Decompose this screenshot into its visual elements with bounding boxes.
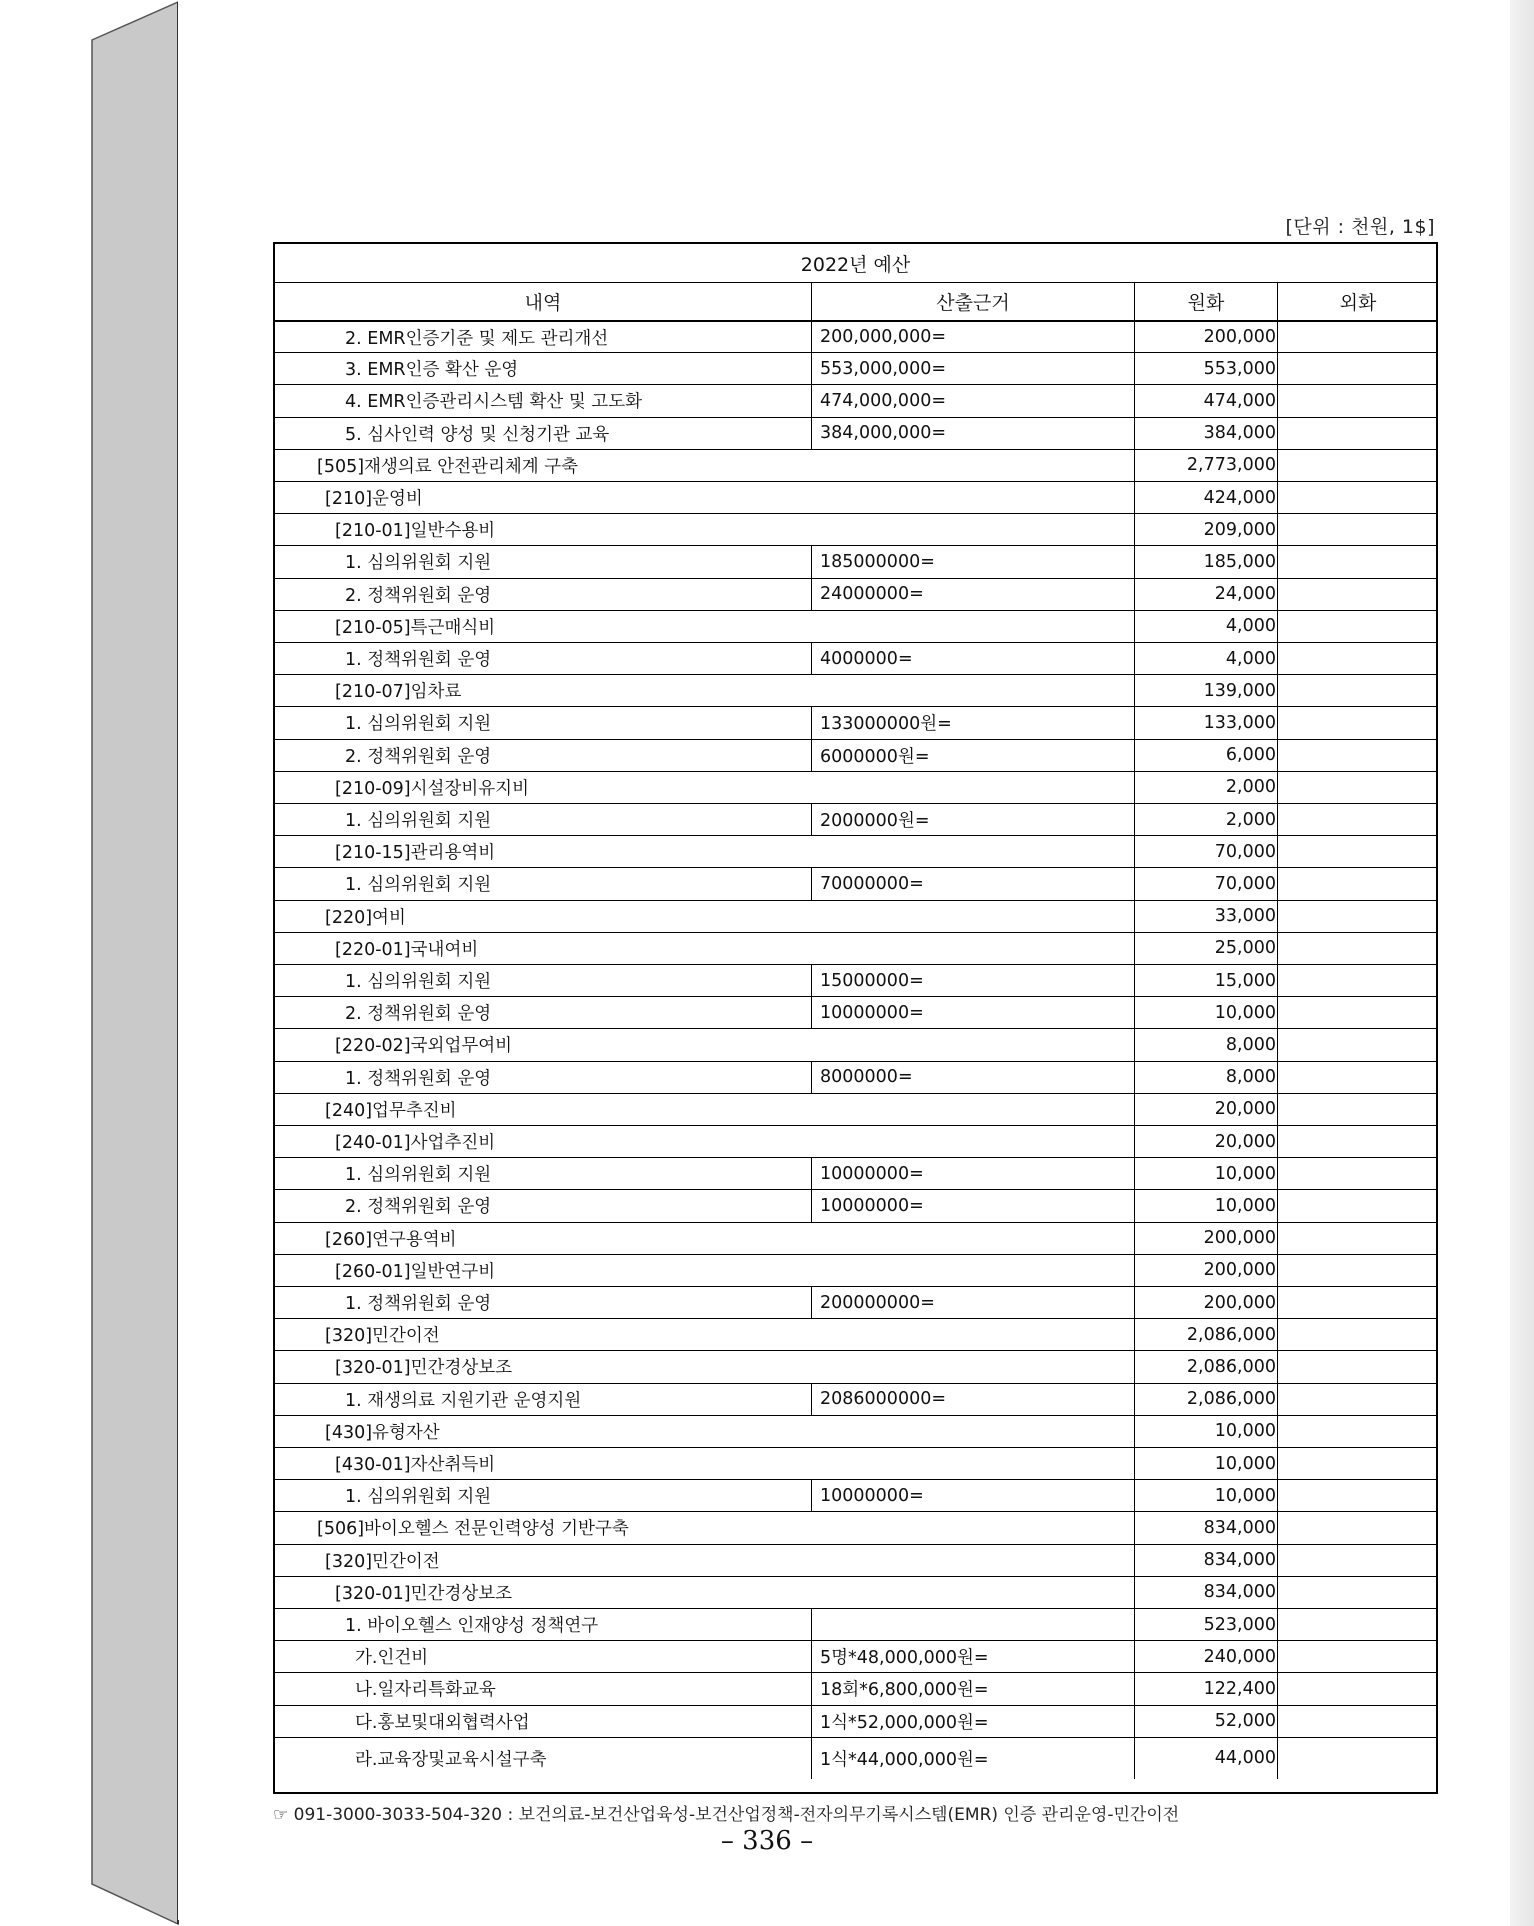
row-foreign-amount (1277, 997, 1438, 1028)
row-calc-basis (811, 1609, 1134, 1640)
row-calc-basis: 18회*6,800,000원= (811, 1673, 1134, 1704)
row-item-name: 1. 바이오헬스 인재양성 정책연구 (345, 1616, 599, 1637)
row-item-name: 1. 심의위원회 지원 (345, 972, 492, 993)
table-row (275, 1737, 1436, 1779)
table-row (275, 1254, 1436, 1286)
table-header-row (275, 282, 1436, 320)
row-calc-basis: 1식*44,000,000원= (811, 1738, 1134, 1779)
table-row (275, 835, 1436, 867)
row-calc-basis: 553,000,000= (811, 353, 1134, 384)
row-item-name: [240-01]사업추진비 (335, 1133, 496, 1154)
row-krw-amount: 474,000 (1134, 385, 1277, 416)
row-calc-basis: 10000000= (811, 1158, 1134, 1189)
table-row (275, 1415, 1436, 1447)
page-edge-shadow (1510, 0, 1534, 1926)
row-foreign-amount (1277, 1126, 1438, 1157)
table-title: 2022년 예산 (800, 253, 911, 276)
row-krw-amount: 8,000 (1134, 1062, 1277, 1093)
row-foreign-amount (1277, 353, 1438, 384)
row-foreign-amount (1277, 1384, 1438, 1415)
row-foreign-amount (1277, 1480, 1438, 1511)
row-calc-basis: 4000000= (811, 643, 1134, 674)
row-krw-amount: 240,000 (1134, 1641, 1277, 1672)
row-item-name: [220-01]국내여비 (335, 939, 479, 960)
table-row (275, 1576, 1436, 1608)
row-krw-amount: 2,000 (1134, 804, 1277, 835)
table-row (275, 1350, 1436, 1382)
table-row (275, 1640, 1436, 1672)
row-foreign-amount (1277, 836, 1438, 867)
row-item-name: [220-02]국외업무여비 (335, 1036, 513, 1057)
row-krw-amount: 384,000 (1134, 418, 1277, 449)
row-item-name: 2. EMR인증기준 및 제도 관리개선 (345, 328, 609, 349)
row-item-name: 4. EMR인증관리시스템 확산 및 고도화 (345, 392, 643, 413)
row-foreign-amount (1277, 1609, 1438, 1640)
row-item-name: [320-01]민간경상보조 (335, 1583, 513, 1604)
row-item-name: 라.교육장및교육시설구축 (355, 1749, 547, 1770)
row-krw-amount: 2,086,000 (1134, 1351, 1277, 1382)
row-calc-basis: 10000000= (811, 1480, 1134, 1511)
row-foreign-amount (1277, 772, 1438, 803)
row-foreign-amount (1277, 707, 1438, 738)
row-item-name: 1. 심의위원회 지원 (345, 1165, 492, 1186)
row-item-name: [210-07]임차료 (335, 682, 462, 703)
row-krw-amount: 2,086,000 (1134, 1319, 1277, 1350)
row-item-name: 1. 정책위원회 운영 (345, 650, 492, 671)
row-foreign-amount (1277, 804, 1438, 835)
row-calc-basis: 2086000000= (811, 1384, 1134, 1415)
row-item-name: 나.일자리특화교육 (355, 1680, 496, 1701)
row-item-name: [506]바이오헬스 전문인력양성 기반구축 (317, 1519, 629, 1540)
row-krw-amount: 185,000 (1134, 546, 1277, 577)
row-krw-amount: 52,000 (1134, 1706, 1277, 1737)
row-krw-amount: 25,000 (1134, 933, 1277, 964)
row-calc-basis: 6000000원= (811, 740, 1134, 771)
table-row (275, 1093, 1436, 1125)
table-row (275, 384, 1436, 416)
row-foreign-amount (1277, 482, 1438, 513)
row-foreign-amount (1277, 965, 1438, 996)
row-krw-amount: 2,773,000 (1134, 450, 1277, 481)
row-krw-amount: 834,000 (1134, 1512, 1277, 1543)
row-krw-amount: 4,000 (1134, 611, 1277, 642)
row-krw-amount: 2,086,000 (1134, 1384, 1277, 1415)
row-calc-basis: 15000000= (811, 965, 1134, 996)
row-item-name: [430]유형자산 (325, 1422, 440, 1443)
table-row (275, 1705, 1436, 1737)
row-foreign-amount (1277, 1577, 1438, 1608)
row-calc-basis: 384,000,000= (811, 418, 1134, 449)
row-calc-basis: 8000000= (811, 1062, 1134, 1093)
row-item-name: 1. 재생의료 지원기관 운영지원 (345, 1390, 582, 1411)
row-krw-amount: 33,000 (1134, 901, 1277, 932)
row-item-name: 1. 정책위원회 운영 (345, 1294, 492, 1315)
row-item-name: [430-01]자산취득비 (335, 1455, 496, 1476)
table-row (275, 481, 1436, 513)
row-foreign-amount (1277, 675, 1438, 706)
table-row (275, 1318, 1436, 1350)
row-foreign-amount (1277, 1029, 1438, 1060)
row-krw-amount: 133,000 (1134, 707, 1277, 738)
row-item-name: [210-15]관리용역비 (335, 843, 496, 864)
table-row (275, 610, 1436, 642)
table-row (275, 1222, 1436, 1254)
table-row (275, 964, 1436, 996)
row-calc-basis: 185000000= (811, 546, 1134, 577)
table-row (275, 1447, 1436, 1479)
row-item-name: [210]운영비 (325, 489, 423, 510)
table-row (275, 1157, 1436, 1189)
row-item-name: 2. 정책위원회 운영 (345, 585, 492, 606)
row-item-name: 3. EMR인증 확산 운영 (345, 360, 519, 381)
row-calc-basis: 70000000= (811, 868, 1134, 899)
row-foreign-amount (1277, 1706, 1438, 1737)
row-krw-amount: 424,000 (1134, 482, 1277, 513)
row-item-name: 2. 정책위원회 운영 (345, 1197, 492, 1218)
row-foreign-amount (1277, 1255, 1438, 1286)
row-item-name: 1. 심의위원회 지원 (345, 553, 492, 574)
row-krw-amount: 8,000 (1134, 1029, 1277, 1060)
row-foreign-amount (1277, 1319, 1438, 1350)
budget-table (273, 242, 1438, 1794)
header-foreign: 외화 (1277, 283, 1438, 320)
row-calc-basis: 10000000= (811, 997, 1134, 1028)
table-row (275, 706, 1436, 738)
row-calc-basis: 24000000= (811, 579, 1134, 610)
table-row (275, 1544, 1436, 1576)
unit-label: [단위 : 천원, 1$] (1285, 216, 1435, 238)
row-foreign-amount (1277, 450, 1438, 481)
row-krw-amount: 523,000 (1134, 1609, 1277, 1640)
row-calc-basis: 2000000원= (811, 804, 1134, 835)
table-row (275, 1125, 1436, 1157)
table-row (275, 578, 1436, 610)
row-calc-basis: 474,000,000= (811, 385, 1134, 416)
row-krw-amount: 20,000 (1134, 1126, 1277, 1157)
table-title-row (275, 244, 1436, 282)
row-krw-amount: 6,000 (1134, 740, 1277, 771)
row-calc-basis: 5명*48,000,000원= (811, 1641, 1134, 1672)
header-krw: 원화 (1134, 283, 1277, 320)
table-row (275, 1511, 1436, 1543)
row-foreign-amount (1277, 740, 1438, 771)
row-calc-basis: 1식*52,000,000원= (811, 1706, 1134, 1737)
row-foreign-amount (1277, 514, 1438, 545)
row-foreign-amount (1277, 868, 1438, 899)
table-row (275, 996, 1436, 1028)
row-krw-amount: 200,000 (1134, 1223, 1277, 1254)
row-foreign-amount (1277, 1062, 1438, 1093)
table-row (275, 1286, 1436, 1318)
table-row (275, 642, 1436, 674)
row-item-name: 2. 정책위원회 운영 (345, 746, 492, 767)
row-foreign-amount (1277, 1416, 1438, 1447)
table-row (275, 932, 1436, 964)
row-calc-basis: 133000000원= (811, 707, 1134, 738)
row-item-name: 2. 정책위원회 운영 (345, 1004, 492, 1025)
row-foreign-amount (1277, 546, 1438, 577)
row-item-name: 1. 심의위원회 지원 (345, 714, 492, 735)
row-foreign-amount (1277, 1223, 1438, 1254)
row-foreign-amount (1277, 1287, 1438, 1318)
row-item-name: [320-01]민간경상보조 (335, 1358, 513, 1379)
row-item-name: [320]민간이전 (325, 1326, 440, 1347)
table-row (275, 1479, 1436, 1511)
row-item-name: 1. 심의위원회 지원 (345, 811, 492, 832)
row-krw-amount: 20,000 (1134, 1094, 1277, 1125)
table-row (275, 352, 1436, 384)
row-item-name: [210-09]시설장비유지비 (335, 778, 529, 799)
table-row (275, 1672, 1436, 1704)
row-krw-amount: 10,000 (1134, 1448, 1277, 1479)
row-item-name: [320]민간이전 (325, 1551, 440, 1572)
row-foreign-amount (1277, 322, 1438, 352)
page-number: – 336 – (720, 1826, 814, 1856)
row-foreign-amount (1277, 1190, 1438, 1221)
row-item-name: [260-01]일반연구비 (335, 1261, 496, 1282)
row-krw-amount: 10,000 (1134, 1158, 1277, 1189)
table-row (275, 900, 1436, 932)
row-foreign-amount (1277, 901, 1438, 932)
row-krw-amount: 200,000 (1134, 1255, 1277, 1286)
row-krw-amount: 15,000 (1134, 965, 1277, 996)
row-calc-basis: 10000000= (811, 1190, 1134, 1221)
row-krw-amount: 24,000 (1134, 579, 1277, 610)
table-row (275, 417, 1436, 449)
row-item-name: 가.인건비 (355, 1648, 429, 1669)
row-foreign-amount (1277, 1094, 1438, 1125)
row-item-name: 다.홍보및대외협력사업 (355, 1712, 530, 1733)
row-item-name: [240]업무추진비 (325, 1100, 457, 1121)
row-item-name: [210-01]일반수용비 (335, 521, 496, 542)
table-row (275, 674, 1436, 706)
table-row (275, 1383, 1436, 1415)
row-foreign-amount (1277, 643, 1438, 674)
row-krw-amount: 70,000 (1134, 836, 1277, 867)
row-krw-amount: 834,000 (1134, 1545, 1277, 1576)
row-krw-amount: 200,000 (1134, 322, 1277, 352)
row-foreign-amount (1277, 1641, 1438, 1672)
row-item-name: [260]연구용역비 (325, 1229, 457, 1250)
table-row (275, 771, 1436, 803)
row-krw-amount: 2,000 (1134, 772, 1277, 803)
row-foreign-amount (1277, 611, 1438, 642)
row-krw-amount: 200,000 (1134, 1287, 1277, 1318)
row-calc-basis: 200000000= (811, 1287, 1134, 1318)
row-krw-amount: 209,000 (1134, 514, 1277, 545)
footnote: ☞ 091-3000-3033-504-320 : 보건의료-보건산업육성-보건산업정책-전자의무기록시스템(EMR) 인증 관리운영-민간이전 (273, 1805, 1180, 1825)
row-foreign-amount (1277, 1158, 1438, 1189)
row-krw-amount: 834,000 (1134, 1577, 1277, 1608)
row-foreign-amount (1277, 579, 1438, 610)
row-item-name: [210-05]특근매식비 (335, 617, 496, 638)
row-foreign-amount (1277, 1448, 1438, 1479)
table-row (275, 803, 1436, 835)
row-item-name: [505]재생의료 안전관리체계 구축 (317, 456, 579, 477)
table-row (275, 867, 1436, 899)
row-foreign-amount (1277, 1351, 1438, 1382)
row-item-name: 5. 심사인력 양성 및 신청기관 교육 (345, 424, 610, 445)
header-item: 내역 (524, 292, 562, 314)
table-row (275, 545, 1436, 577)
row-foreign-amount (1277, 1545, 1438, 1576)
row-foreign-amount (1277, 385, 1438, 416)
row-krw-amount: 122,400 (1134, 1673, 1277, 1704)
row-calc-basis: 200,000,000= (811, 322, 1134, 352)
row-item-name: 1. 심의위원회 지원 (345, 875, 492, 896)
table-row (275, 449, 1436, 481)
table-row (275, 1028, 1436, 1060)
row-foreign-amount (1277, 933, 1438, 964)
row-krw-amount: 70,000 (1134, 868, 1277, 899)
row-krw-amount: 553,000 (1134, 353, 1277, 384)
table-row (275, 320, 1436, 352)
table-row (275, 1608, 1436, 1640)
header-basis: 산출근거 (811, 283, 1134, 320)
book-spine-graphic (0, 0, 200, 1926)
row-foreign-amount (1277, 1673, 1438, 1704)
table-row (275, 739, 1436, 771)
row-krw-amount: 44,000 (1134, 1738, 1277, 1779)
row-foreign-amount (1277, 418, 1438, 449)
row-krw-amount: 10,000 (1134, 1480, 1277, 1511)
row-krw-amount: 139,000 (1134, 675, 1277, 706)
row-krw-amount: 10,000 (1134, 997, 1277, 1028)
table-row (275, 1189, 1436, 1221)
row-item-name: 1. 심의위원회 지원 (345, 1487, 492, 1508)
row-krw-amount: 10,000 (1134, 1416, 1277, 1447)
row-item-name: 1. 정책위원회 운영 (345, 1068, 492, 1089)
row-foreign-amount (1277, 1512, 1438, 1543)
row-krw-amount: 10,000 (1134, 1190, 1277, 1221)
row-item-name: [220]여비 (325, 907, 406, 928)
table-row (275, 513, 1436, 545)
table-row (275, 1061, 1436, 1093)
row-foreign-amount (1277, 1738, 1438, 1779)
row-krw-amount: 4,000 (1134, 643, 1277, 674)
